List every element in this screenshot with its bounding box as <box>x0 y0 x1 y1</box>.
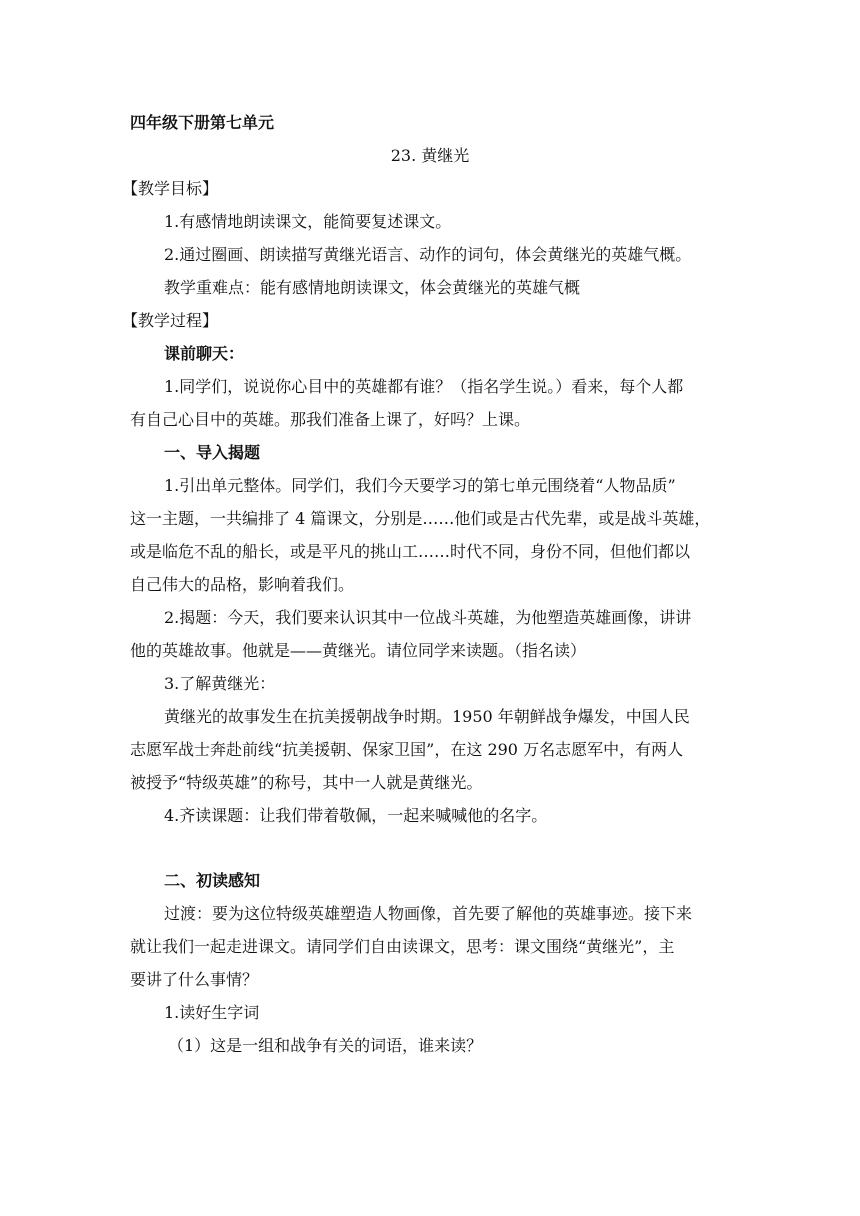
paragraph-line: （1）这是一组和战争有关的词语，谁来读？ <box>168 1036 483 1055</box>
paragraph-line: 或是临危不乱的船长，或是平凡的挑山工……时代不同，身份不同，但他们都以 <box>130 542 691 561</box>
paragraph-line: 1.同学们，说说你心目中的英雄都有谁？（指名学生说。）看来，每个人都 <box>164 377 684 396</box>
paragraph-line: 1.读好生字词 <box>164 1003 260 1022</box>
lesson-title: 23. 黄继光 <box>390 146 470 165</box>
section-heading: 一、导入揭题 <box>164 443 261 462</box>
paragraph-line: 他的英雄故事。他就是——黄继光。请位同学来读题。（指名读） <box>130 641 587 660</box>
paragraph-line: 志愿军战士奔赴前线“抗美援朝、保家卫国”，在这 290 万名志愿军中，有两人 <box>130 740 684 759</box>
paragraph-line: 4.齐读课题：让我们带着敬佩，一起来喊喊他的名字。 <box>164 806 548 825</box>
chat-heading: 课前聊天： <box>164 344 245 363</box>
paragraph-line: 就让我们一起走进课文。请同学们自由读课文，思考：课文围绕“黄继光”，主 <box>130 937 675 956</box>
key-points: 教学重难点：能有感情地朗读课文，体会黄继光的英雄气概 <box>164 278 581 297</box>
paragraph-line: 被授予“特级英雄”的称号，其中一人就是黄继光。 <box>130 773 483 792</box>
paragraph-line: 1.引出单元整体。同学们，我们今天要学习的第七单元围绕着“人物品质” <box>164 476 676 495</box>
paragraph-line: 自己伟大的品格，影响着我们。 <box>130 575 355 594</box>
process-heading: 【教学过程】 <box>122 311 219 330</box>
paragraph-line: 2.揭题：今天，我们要来认识其中一位战斗英雄，为他塑造英雄画像，讲讲 <box>164 608 692 627</box>
paragraph-line: 这一主题，一共编排了 4 篇课文，分别是……他们或是古代先辈，或是战斗英雄， <box>130 509 711 528</box>
paragraph-line: 黄继光的故事发生在抗美援朝战争时期。1950 年朝鲜战争爆发，中国人民 <box>164 707 690 726</box>
paragraph-line: 3.了解黄继光： <box>164 674 276 693</box>
objective-item: 2.通过圈画、朗读描写黄继光语言、动作的词句，体会黄继光的英雄气概。 <box>164 245 692 264</box>
unit-title: 四年级下册第七单元 <box>130 113 275 132</box>
objectives-heading: 【教学目标】 <box>122 179 219 198</box>
section-heading: 二、初读感知 <box>164 871 261 890</box>
paragraph-line: 有自己心目中的英雄。那我们准备上课了，好吗？上课。 <box>130 410 531 429</box>
paragraph-line: 要讲了什么事情？ <box>130 970 259 989</box>
paragraph-line: 过渡：要为这位特级英雄塑造人物画像，首先要了解他的英雄事迹。接下来 <box>164 904 693 923</box>
objective-item: 1.有感情地朗读课文，能简要复述课文。 <box>164 212 452 231</box>
